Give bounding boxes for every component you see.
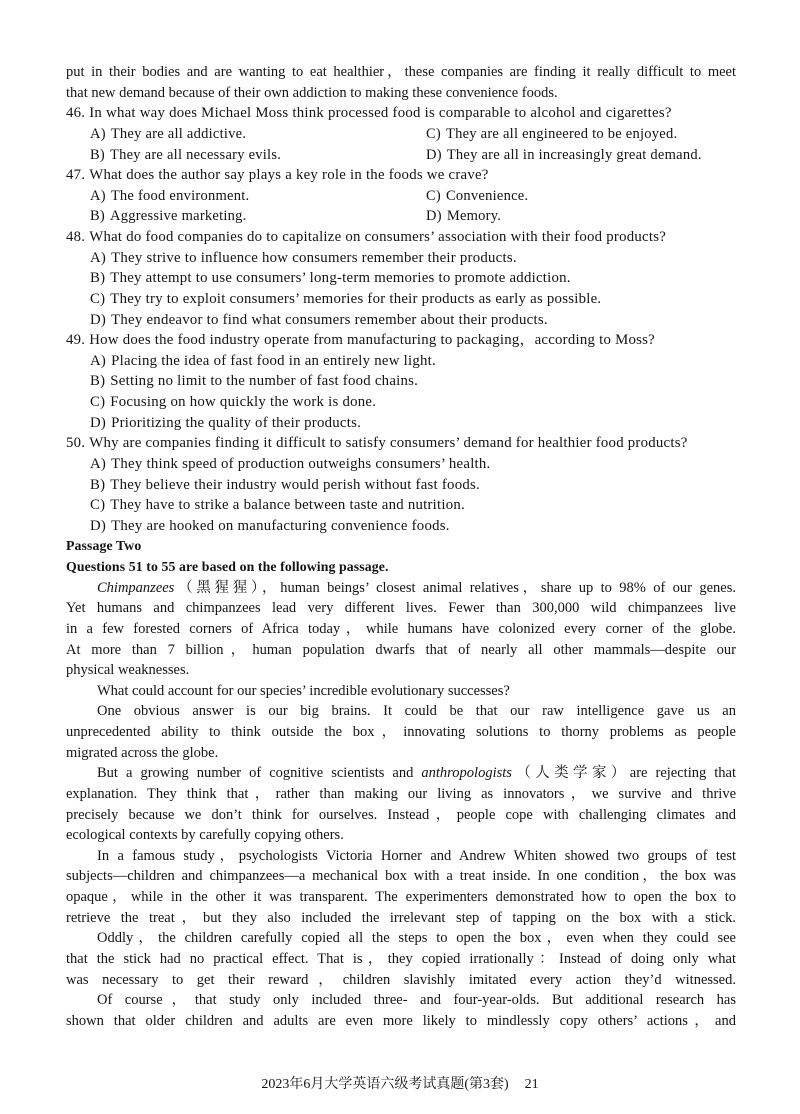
option-a [66,248,736,269]
option-b [90,145,426,166]
options [66,124,736,165]
option-c [426,124,736,145]
passage-line: opaque，while in the other it was transparent. The experimenters demonstrated how to open the box to [66,889,736,905]
passage-two [66,536,736,1031]
question-stem [66,103,736,124]
page-content [66,62,736,1031]
line-text: But a growing number of cognitive scientists and [97,765,422,782]
passage-line: was necessary to get their reward，children slavishly imitated every action they’d witnessed. [66,971,736,988]
option-letter: B) [90,476,106,493]
option-b [66,371,736,392]
option-b [90,206,426,227]
paragraph-4 [66,763,736,846]
passage-line: physical weaknesses. [66,662,190,679]
option-a [90,186,426,207]
question-text: What does the author say plays a key role in the foods we crave? [89,167,489,184]
question-stem [66,165,736,186]
question-number: 50. [66,435,86,452]
passage-line [66,763,736,784]
passage-line: shown that older children and adults are even more likely to mindlessly copy others’ actions，and [66,1012,736,1029]
option-text: They have to strike a balance between taste and nutrition. [110,497,465,514]
passage-line: retrieve the treat，but they also included the irrelevant step of tapping on the box with a stick. [66,909,736,926]
option-text: They believe their industry would perish without fast foods. [110,476,480,493]
option-d [66,413,736,434]
option-text: The food environment. [110,187,250,204]
option-text: Aggressive marketing. [110,208,247,225]
option-a [90,124,426,145]
option-letter: D) [90,414,107,431]
passage-line: Yet humans and chimpanzees lead very different lives. Fewer than 300,000 wild chimpanzees live [66,600,736,617]
option-letter: C) [90,394,106,410]
option-text: Focusing on how quickly the work is done. [110,394,377,410]
options [66,186,736,227]
paragraph-1 [66,578,736,681]
option-letter: D) [90,311,107,328]
option-letter: B) [90,373,106,390]
option-d [66,516,736,537]
passage-instruction: Questions 51 to 55 are based on the following passage. [66,559,389,574]
question-number: 48. [66,229,86,245]
passage-line: Oddly，the children carefully copied all the steps to open the box，even when they could see [97,930,736,947]
passage-line: subjects—children and chimpanzees—a mechanical box with a treat inside. In one condition，the box was [66,868,736,885]
option-text: They strive to influence how consumers remember their products. [111,249,517,266]
option-text: Prioritizing the quality of their products. [111,414,362,431]
option-a [66,454,736,475]
option-c [426,186,736,207]
option-text: Convenience. [446,187,529,204]
passage-line: Of course，that study only included three- and four-year-olds. But additional research has [97,992,736,1009]
option-letter: C) [426,125,441,142]
passage-line: ecological contexts by carefully copying others. [66,827,344,844]
passage-line: put in their bodies and are wanting to eat healthier，these companies are finding it really difficult to meet [66,64,736,80]
question-number: 46. [66,105,86,122]
option-letter: B) [90,208,105,225]
paragraph-7 [66,990,736,1031]
question-49 [66,330,736,433]
option-letter: C) [90,290,106,307]
option-c [66,289,736,310]
option-d [426,145,736,166]
question-text: How does the food industry operate from manufacturing to packaging，according to Moss? [89,332,655,349]
previous-passage-continuation [66,62,736,103]
paragraph-5 [66,846,736,929]
italic-term: Chimpanzees [97,579,175,596]
option-text: They endeavor to find what consumers remember about their products. [111,311,548,328]
paragraph-6 [66,928,736,990]
option-letter: D) [90,517,107,534]
question-text: In what way does Michael Moss think processed food is comparable to alcohol and cigarettes? [89,105,672,122]
option-text: Memory. [446,208,502,225]
footer-title: 2023年6月大学英语六级考试真题(第3套) [261,1077,509,1092]
option-b [66,268,736,289]
passage-line: explanation. They think that，rather than making our living as innovators，we survive and thrive [66,785,736,802]
line-text: （黑猩猩），human beings’ closest animal relatives，share up to 98% of our genes. [174,579,736,596]
passage-line: precisely because we don’t think for ourselves. Instead，people cope with challenging climates and [66,806,736,823]
option-b [66,475,736,496]
passage-line: One obvious answer is our big brains. It could be that our raw intelligence gave us an [97,703,736,720]
option-letter: B) [90,270,106,287]
passage-line: At more than 7 billion，human population dwarfs that of nearly all other mammals—despite our [66,641,736,658]
passage-line: unprecedented ability to think outside the box，innovating solutions to thorny problems as people [66,724,736,740]
italic-term: anthropologists [421,765,512,782]
option-text: Setting no limit to the number of fast food chains. [110,373,419,390]
page-number: 21 [524,1077,539,1092]
option-text: They are all addictive. [110,125,247,142]
option-letter: D) [426,146,442,163]
passage-line: In a famous study，psychologists Victoria Horner and Andrew Whiten showed two groups of test [97,847,736,864]
passage-line: What could account for our species’ incredible evolutionary successes? [97,682,510,699]
option-text: Placing the idea of fast food in an entirely new light. [111,352,436,369]
page-footer [0,1075,800,1095]
passage-line [66,578,736,599]
option-d [66,310,736,331]
option-letter: A) [90,187,106,204]
question-46 [66,103,736,165]
line-text: （人类学家）are rejecting that [511,765,736,782]
option-text: They are all in increasingly great demand. [446,146,702,163]
option-letter: A) [90,352,107,369]
option-letter: A) [90,125,106,142]
paragraph-3 [66,701,736,763]
option-letter: B) [90,146,105,163]
question-50 [66,433,736,536]
question-48 [66,227,736,330]
question-stem [66,227,736,248]
option-c [66,392,736,413]
option-letter: A) [90,455,107,472]
option-d [426,206,736,227]
option-text: They attempt to use consumers’ long-term memories to promote addiction. [110,270,571,287]
question-47 [66,165,736,227]
passage-line: migrated across the globe. [66,744,219,761]
passage-line: in a few forested corners of Africa today，while humans have colonized every corner of the globe. [66,620,736,637]
option-c [66,495,736,516]
passage-line: that the stick had no practical effect. That is，they copied irrationally：Instead of doing only what [66,950,736,967]
question-text: Why are companies finding it difficult to satisfy consumers’ demand for healthier food products? [89,435,688,452]
option-text: They are all necessary evils. [110,146,282,163]
option-letter: D) [426,208,442,225]
option-text: They think speed of production outweighs consumers’ health. [111,455,491,472]
question-number: 47. [66,167,86,184]
option-text: They are all engineered to be enjoyed. [446,125,678,142]
question-text: What do food companies do to capitalize on consumers’ association with their food products? [89,229,667,245]
option-letter: C) [426,187,441,204]
option-letter: C) [90,497,106,514]
question-number: 49. [66,332,86,349]
option-a [66,351,736,372]
passage-line: that new demand because of their own addiction to making these convenience foods. [66,84,558,101]
question-stem [66,330,736,351]
question-stem [66,433,736,454]
paragraph-2 [66,681,736,702]
passage-heading: Passage Two [66,538,142,554]
option-letter: A) [90,249,107,266]
option-text: They are hooked on manufacturing convenience foods. [111,517,450,534]
option-text: They try to exploit consumers’ memories for their products as early as possible. [110,290,602,307]
